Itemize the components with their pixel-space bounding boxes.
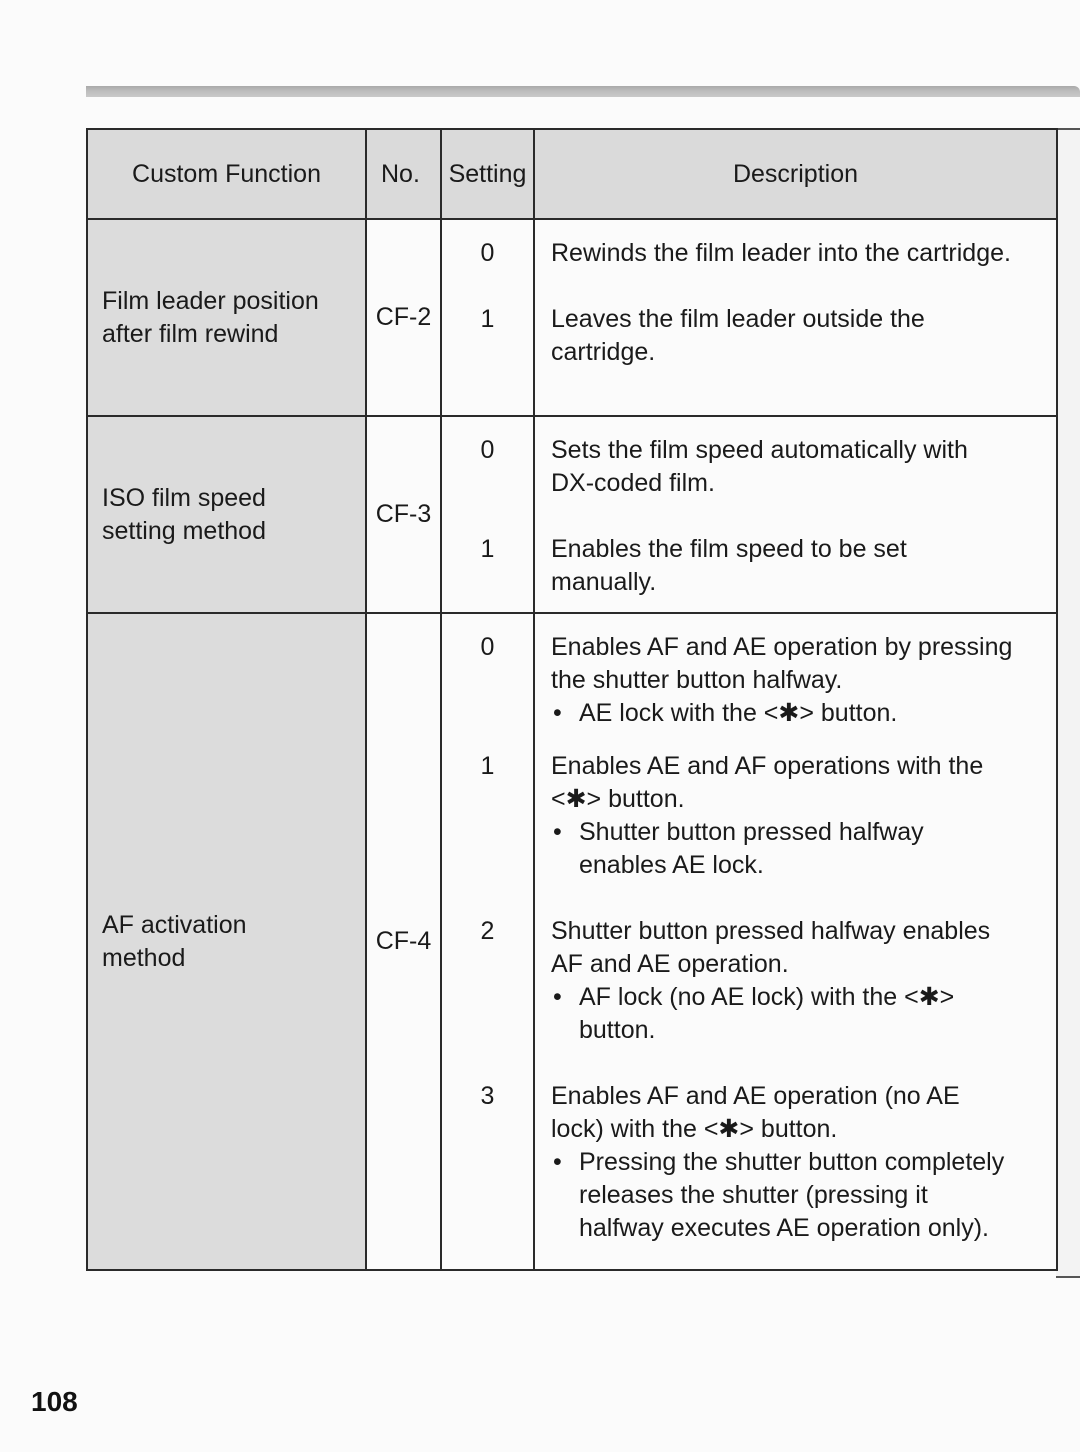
description-line: Rewinds the film leader into the cartridge. bbox=[551, 239, 1011, 267]
bullet-icon: • bbox=[553, 699, 562, 727]
header-setting: Setting bbox=[441, 129, 534, 219]
cf-number-cell: CF-4 bbox=[366, 613, 441, 1270]
description-line: the shutter button halfway. bbox=[551, 666, 843, 694]
description-line: Sets the film speed automatically with bbox=[551, 436, 968, 464]
setting-value: 2 bbox=[480, 917, 495, 945]
setting-description bbox=[535, 1047, 1056, 1245]
setting-value: 0 bbox=[480, 633, 495, 661]
function-name-line: setting method bbox=[102, 516, 266, 545]
description-cell bbox=[534, 416, 1057, 613]
description-cell bbox=[534, 613, 1057, 1270]
table-row-cf4 bbox=[87, 613, 1057, 1270]
function-name-line: method bbox=[102, 943, 186, 972]
header-no: No. bbox=[366, 129, 441, 219]
bullet-line: halfway executes AE operation only). bbox=[579, 1214, 989, 1242]
custom-function-table bbox=[86, 128, 1058, 1271]
setting-value: 1 bbox=[480, 535, 495, 563]
setting-description bbox=[535, 417, 1056, 500]
setting-description bbox=[535, 220, 1056, 270]
description-line: Enables AE and AF operations with the bbox=[551, 752, 984, 780]
function-name-line: ISO film speed bbox=[102, 483, 266, 512]
description-line: Shutter button pressed halfway enables bbox=[551, 917, 991, 945]
header-custom-function: Custom Function bbox=[87, 129, 366, 219]
bullet-line: releases the shutter (pressing it bbox=[579, 1181, 928, 1209]
description-line: Leaves the film leader outside the bbox=[551, 305, 925, 333]
table-header-row bbox=[87, 129, 1057, 219]
table-row-cf2 bbox=[87, 219, 1057, 416]
header-description: Description bbox=[534, 129, 1057, 219]
description-line: manually. bbox=[551, 568, 657, 596]
bullet-note bbox=[551, 981, 1048, 1047]
bullet-line: button. bbox=[579, 1016, 656, 1044]
setting-value: 0 bbox=[480, 239, 495, 267]
setting-description bbox=[535, 730, 1056, 882]
function-name-cell bbox=[87, 613, 366, 1270]
setting-description bbox=[535, 614, 1056, 730]
setting-description bbox=[535, 270, 1056, 369]
description-line: AF and AE operation. bbox=[551, 950, 789, 978]
cf-number-cell: CF-3 bbox=[366, 416, 441, 613]
function-name-line: AF activation bbox=[102, 910, 247, 939]
description-line: DX-coded film. bbox=[551, 469, 715, 497]
description-cell bbox=[534, 219, 1057, 416]
bullet-note bbox=[551, 1146, 1048, 1245]
setting-value: 3 bbox=[480, 1082, 495, 1110]
function-name-line: after film rewind bbox=[102, 319, 279, 348]
bullet-note bbox=[551, 697, 1048, 730]
description-line: lock) with the <✱> button. bbox=[551, 1115, 838, 1143]
bullet-note bbox=[551, 816, 1048, 882]
function-name-cell bbox=[87, 219, 366, 416]
bullet-icon: • bbox=[553, 1148, 562, 1176]
bullet-line: AE lock with the <✱> button. bbox=[579, 699, 898, 727]
page-number: 108 bbox=[31, 1386, 78, 1417]
top-decorative-rule bbox=[86, 86, 1080, 97]
setting-value: 0 bbox=[480, 436, 495, 464]
setting-description bbox=[535, 500, 1056, 599]
bullet-icon: • bbox=[553, 818, 562, 846]
description-line: Enables AF and AE operation by pressing bbox=[551, 633, 1013, 661]
function-name-cell bbox=[87, 416, 366, 613]
description-line: Enables AF and AE operation (no AE bbox=[551, 1082, 960, 1110]
table-row-cf3 bbox=[87, 416, 1057, 613]
cf-number-cell: CF-2 bbox=[366, 219, 441, 416]
function-name-line: Film leader position bbox=[102, 286, 319, 315]
description-line: cartridge. bbox=[551, 338, 656, 366]
setting-values-cell bbox=[441, 416, 534, 613]
setting-values-cell bbox=[441, 613, 534, 1270]
description-line: <✱> button. bbox=[551, 785, 685, 813]
bullet-icon: • bbox=[553, 983, 562, 1011]
custom-function-table-container bbox=[86, 128, 1080, 1271]
setting-values-cell bbox=[441, 219, 534, 416]
bullet-line: Shutter button pressed halfway bbox=[579, 818, 924, 846]
bullet-line: Pressing the shutter button completely bbox=[579, 1148, 1005, 1176]
description-line: Enables the film speed to be set bbox=[551, 535, 907, 563]
setting-value: 1 bbox=[480, 305, 495, 333]
setting-value: 1 bbox=[480, 752, 495, 780]
bullet-line: AF lock (no AE lock) with the <✱> bbox=[579, 983, 955, 1011]
bullet-line: enables AE lock. bbox=[579, 851, 764, 879]
setting-description bbox=[535, 882, 1056, 1047]
